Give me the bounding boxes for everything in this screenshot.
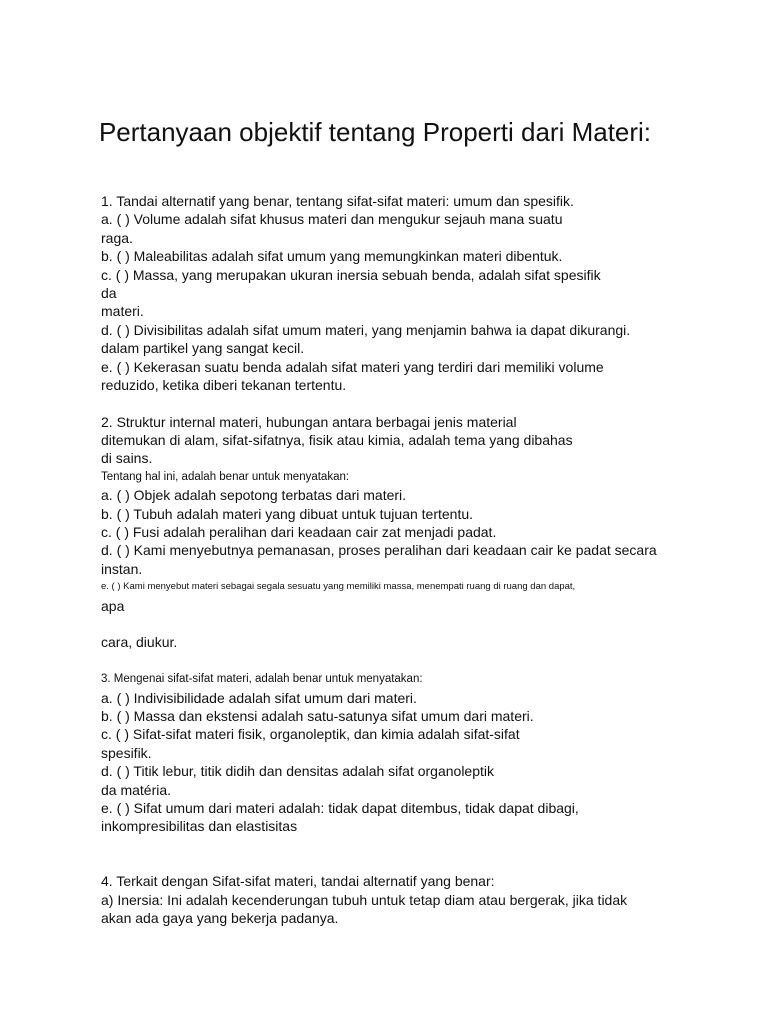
spacer [101, 394, 741, 412]
q1-option-a-cont: raga. [101, 229, 133, 246]
q2-text: 2. Struktur internal materi, hubungan antara berbagai jenis material [101, 413, 517, 430]
q4-option-a-cont: akan ada gaya yang bekerja padanya. [101, 910, 339, 927]
q3-option-c-cont: spesifik. [101, 744, 152, 761]
q1-option-e-cont: reduzido, ketika diberi tekanan tertentu. [101, 376, 347, 393]
q1-option-c-cont2: materi. [101, 303, 144, 320]
q2-text-cont: ditemukan di alam, sifat-sifatnya, fisik atau kimia, adalah tema yang dibahas [101, 432, 573, 449]
q1-option-a: a. ( ) Volume adalah sifat khusus materi dan mengukur sejauh mana suatu [101, 211, 563, 228]
q1-option-d-cont: dalam partikel yang sangat kecil. [101, 340, 305, 357]
q3-option-c: c. ( ) Sifat-sifat materi fisik, organoleptik, dan kimia adalah sifat-sifat [101, 726, 520, 743]
q4-option-a: a) Inersia: Ini adalah kecenderungan tubuh untuk tetap diam atau bergerak, jika tidak [101, 891, 628, 908]
q1-text: 1. Tandai alternatif yang benar, tentang sifat-sifat materi: umum dan spesifik. [101, 193, 574, 209]
question-2 [101, 413, 741, 652]
q2-option-e-cont: apa [101, 597, 125, 614]
spacer [101, 615, 741, 633]
q2-option-d: d. ( ) Kami menyebutnya pemanasan, proses peralihan dari keadaan cair ke padat secara [101, 542, 657, 559]
question-4 [101, 872, 741, 927]
q3-option-e: e. ( ) Sifat umum dari materi adalah: tidak dapat ditembus, tidak dapat dibagi, [101, 799, 579, 816]
document-title: Pertanyaan objektif tentang Properti dari Materi: [98, 117, 652, 147]
q3-option-e-cont: inkompresibilitas dan elastisitas [101, 818, 298, 835]
q1-option-d: d. ( ) Divisibilitas adalah sifat umum materi, yang menjamin bahwa ia dapat dikurangi. [101, 321, 631, 338]
spacer [101, 652, 741, 670]
q3-option-a: a. ( ) Indivisibilidade adalah sifat umum dari materi. [101, 689, 417, 706]
q2-option-e-cont2: cara, diukur. [101, 634, 178, 651]
q1-option-c: c. ( ) Massa, yang merupakan ukuran inersia sebuah benda, adalah sifat spesifik [101, 266, 601, 283]
q2-option-e: e. ( ) Kami menyebut materi sebagai segala sesuatu yang memiliki massa, menempati ruang di ruang dan dapat, [101, 581, 576, 593]
q2-option-a: a. ( ) Objek adalah sepotong terbatas dari materi. [101, 487, 407, 504]
spacer [101, 836, 741, 854]
q2-text-cont2: di sains. [101, 450, 153, 467]
q2-option-d-cont: instan. [101, 560, 143, 577]
q3-option-d: d. ( ) Titik lebur, titik didih dan densitas adalah sifat organoleptik [101, 763, 494, 780]
q3-option-b: b. ( ) Massa dan ekstensi adalah satu-satunya sifat umum dari materi. [101, 707, 534, 724]
q4-text: 4. Terkait dengan Sifat-sifat materi, tandai alternatif yang benar: [101, 873, 495, 890]
q3-option-d-cont: da matéria. [101, 781, 172, 798]
q1-option-c-cont: da [101, 284, 117, 301]
q1-option-e: e. ( ) Kekerasan suatu benda adalah sifat materi yang terdiri dari memiliki volume [101, 358, 604, 375]
question-1 [101, 192, 741, 394]
question-3 [101, 670, 741, 836]
q2-option-c: c. ( ) Fusi adalah peralihan dari keadaan cair zat menjadi padat. [101, 524, 497, 541]
q1-option-b: b. ( ) Maleabilitas adalah sifat umum yang memungkinkan materi dibentuk. [101, 248, 563, 265]
spacer [101, 854, 741, 872]
q2-intro: Tentang hal ini, adalah benar untuk menyatakan: [101, 470, 350, 483]
q3-intro: 3. Mengenai sifat-sifat materi, adalah benar untuk menyatakan: [101, 673, 423, 686]
document-body [101, 192, 741, 928]
q2-option-b: b. ( ) Tubuh adalah materi yang dibuat untuk tujuan tertentu. [101, 505, 474, 522]
